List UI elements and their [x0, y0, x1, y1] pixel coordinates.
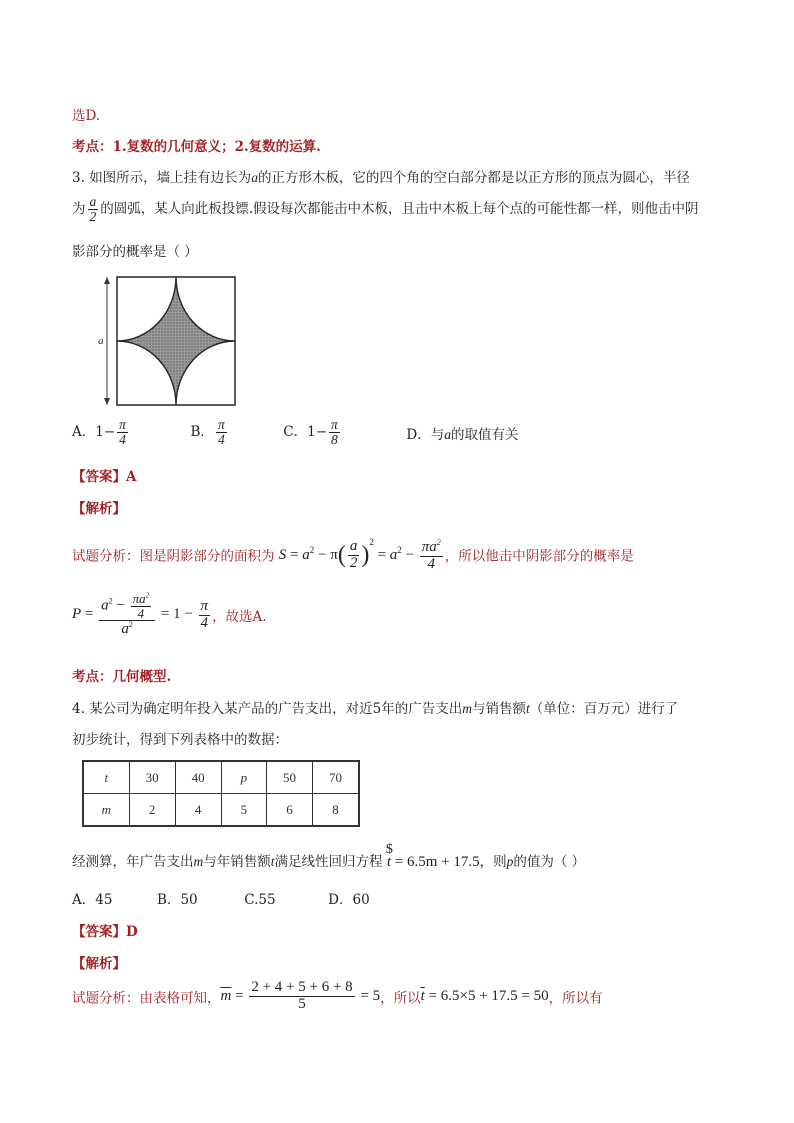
q3-option-a-frac [117, 418, 128, 447]
q3-option-b [191, 418, 229, 447]
q4-option-b: B．50 [157, 892, 198, 908]
q4-text-1a: 某公司为确定明年投入某产品的广告支出，对近5年的广告支出 [89, 701, 463, 717]
q4-analysis-text-a: 试题分析：由表格可知， [72, 990, 221, 1007]
q4-text-3c: 满足线性回归方程 [274, 854, 383, 870]
q3-var-a: a [251, 170, 258, 185]
table-cell: 4 [175, 794, 221, 827]
q4-var-m: m [462, 701, 473, 716]
q3-option-d-tail: 的取值有关 [450, 426, 519, 443]
q4-answer: 【答案】D [72, 924, 138, 940]
q4-var-t: t [526, 701, 530, 716]
table-cell: 40 [175, 761, 221, 794]
q3-radius-num: a [89, 194, 97, 209]
q4-line3 [72, 842, 586, 871]
q3-text-2a: 为 [72, 201, 86, 218]
q4-var-m-2: m [193, 854, 204, 869]
q4-text-3a: 经测算，年广告支出 [72, 854, 194, 870]
table-cell: p [221, 761, 266, 794]
table-cell: 6 [267, 794, 313, 827]
q3-option-a-num: π [119, 417, 126, 432]
q3-line1 [72, 166, 690, 186]
q3-analysis-tag: 【解析】 [72, 501, 126, 517]
q4-option-a: A．45 [72, 892, 113, 908]
q3-option-b-frac [216, 418, 227, 447]
q3-option-a-den: 4 [119, 432, 126, 448]
q3-kaodian: 考点：几何概型. [72, 669, 172, 685]
q3-option-d [406, 423, 518, 443]
table-row [83, 794, 359, 827]
table-cell: 2 [129, 794, 175, 827]
q3-analysis-text-2b: ，故选A. [212, 609, 267, 626]
q4-text-1c: （单位：百万元）进行了 [529, 701, 679, 717]
q4-options [72, 888, 370, 908]
q4-analysis-text-c: ，所以有 [548, 990, 603, 1007]
q4-var-p: p [506, 854, 514, 869]
q3-area-formula: $S = a^2 - \pi$( $\frac{a}{2}$ )$^2 = a^2$ − $\frac{\pi a^2}{4}$ [278, 537, 441, 572]
table-cell: 70 [313, 761, 360, 794]
q3-option-c-label: C．1− [283, 424, 328, 441]
q3-analysis-text-1a: 试题分析：图是阴影部分的面积为 [72, 548, 275, 565]
q3-option-c-frac [329, 418, 340, 447]
q3-text-2b: 的圆弧，某人向此板投镖.假设每次都能击中木板，且击中木板上每个点的可能性都一样，则他击中阴 [100, 201, 699, 218]
q3-radius-den: 2 [89, 209, 97, 225]
q3-probability-formula: P = $a^2$ − $\frac{\pi a^2}{4}$ $a^2$ = 1 − $\frac{\pi}{4}$ [72, 591, 209, 638]
q4-analysis-tag: 【解析】 [72, 956, 126, 972]
prev-answer-select: 选D. [72, 108, 101, 124]
q4-text-3b: 与年销售额 [203, 854, 271, 870]
table-cell: 30 [129, 761, 175, 794]
table-cell: m [83, 794, 129, 827]
q3-option-c [283, 418, 342, 447]
table-cell: t [83, 761, 129, 794]
q3-text-1a: 如图所示，墙上挂有边长为 [89, 170, 252, 186]
q4-t-mean-formula: $\overline{t} = 6.5\times 5 + 17.5 = 50$ [420, 987, 549, 1004]
q4-analysis-text-b: ，所以 [380, 990, 421, 1007]
q4-text-3e: 的值为（ ） [513, 854, 586, 870]
q4-text-3d: ，则 [479, 854, 507, 870]
table-cell: 50 [267, 761, 313, 794]
q3-option-d-var: a [444, 426, 451, 442]
q3-text-1b: 的正方形木板，它的四个角的空白部分都是以正方形的顶点为圆心，半径 [257, 170, 690, 186]
q3-line2 [72, 195, 699, 224]
table-cell: 8 [313, 794, 360, 827]
q4-var-t-2: t [270, 854, 275, 869]
q3-option-b-label: B． [190, 424, 214, 441]
q4-t-mean-value: = 6.5×5 + 17.5 = 50 [428, 987, 549, 1004]
q4-data-table [82, 760, 360, 827]
q3-figure [95, 274, 277, 408]
q4-mean-den: 5 [298, 995, 306, 1012]
q3-option-b-den: 4 [217, 432, 225, 448]
q4-line2: 初步统计，得到下列表格中的数据： [72, 732, 288, 748]
q3-number: 3. [72, 170, 85, 186]
q4-regression-equation: t $ = 6.5m + 17.5 [385, 842, 480, 870]
table-cell: 5 [221, 794, 266, 827]
q3-option-d-label: D．与 [406, 426, 445, 443]
q3-figure-label-a: a [98, 335, 104, 347]
q3-options [72, 418, 518, 447]
q3-option-a-label: A．1− [72, 424, 116, 441]
q3-radius-fraction [88, 195, 99, 224]
q3-analysis-line1 [72, 537, 634, 572]
q4-number: 4. [72, 701, 85, 717]
q4-mean-num: 2 + 4 + 5 + 6 + 8 [251, 979, 353, 995]
q4-mean-formula: $\overline{m}$ = $\frac{2 + 4 + 5 + 6 + 8}{5}$ = 5 [220, 979, 381, 1012]
q3-analysis-line2 [72, 592, 267, 638]
q3-line3: 影部分的概率是（ ） [72, 244, 198, 260]
q4-mean-result: = 5 [360, 987, 381, 1004]
q4-analysis-line [72, 980, 603, 1013]
q4-option-c: C.55 [244, 892, 276, 908]
q4-regression-rhs: = 6.5m + 17.5 [394, 854, 480, 870]
q4-option-d: D．60 [328, 892, 370, 908]
prev-kaodian: 考点：1.复数的几何意义；2.复数的运算. [72, 139, 321, 155]
q3-analysis-text-1b: ，所以他击中阴影部分的概率是 [444, 548, 634, 565]
q3-option-b-num: π [217, 417, 225, 432]
q3-option-c-den: 8 [331, 432, 338, 448]
q3-option-a [72, 418, 130, 447]
q4-line1 [72, 697, 678, 717]
table-row [83, 761, 359, 794]
q4-text-1b: 与销售额 [472, 701, 527, 717]
q3-answer: 【答案】A [72, 469, 137, 485]
q3-option-c-num: π [331, 417, 338, 432]
